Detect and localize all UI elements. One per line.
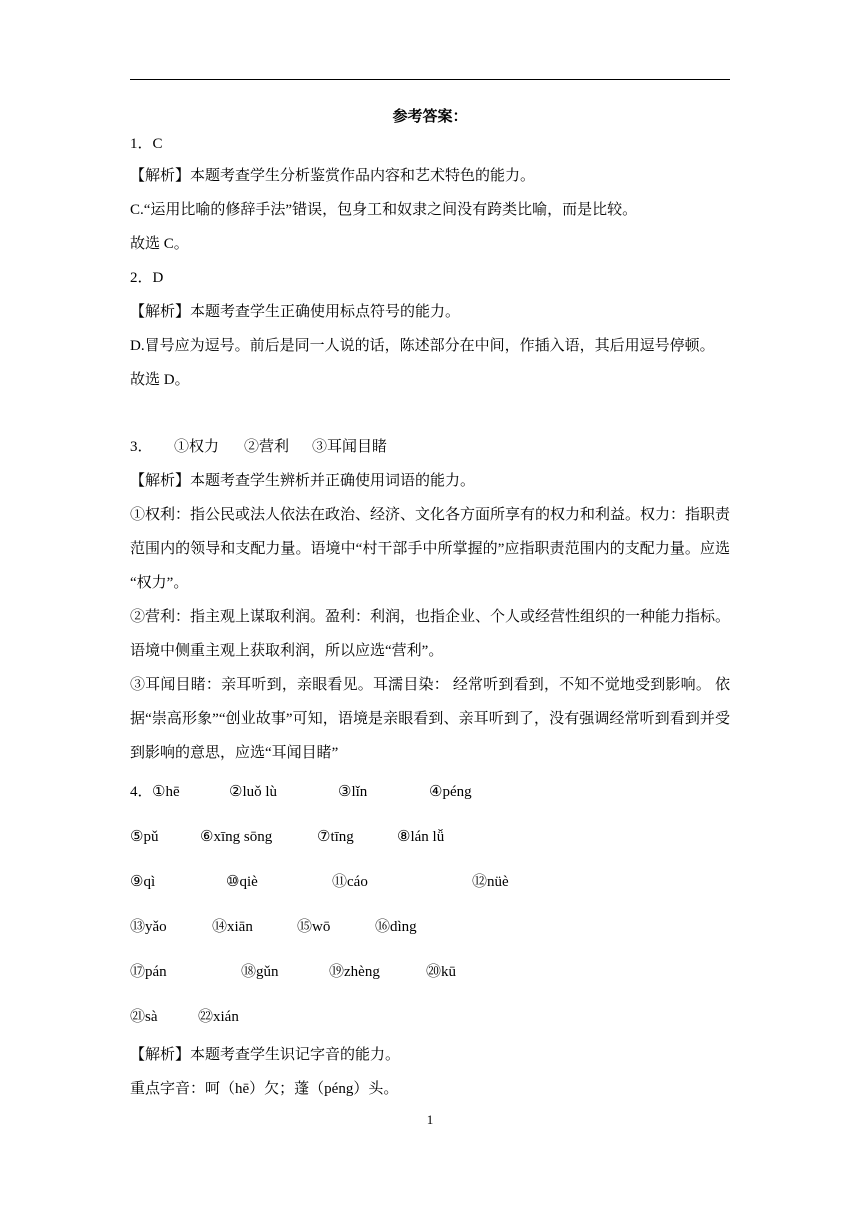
- pinyin-answer: ⑤pǔ: [130, 829, 159, 845]
- q3-number: 3．: [130, 439, 153, 455]
- pinyin-answer: ③lǐn: [338, 784, 368, 800]
- q2-conclusion: 故选 D。: [130, 372, 190, 388]
- pinyin-answer: ⑳kū: [426, 964, 457, 980]
- q3-paragraph-line: 范围内的领导和支配力量。语境中“村干部手中所掌握的”应指职责范围内的支配力量。应选: [130, 541, 730, 557]
- q3-paragraph-line: ②营利：指主观上谋取利润。盈利：利润，也指企业、个人或经营性组织的一种能力指标。: [130, 609, 731, 625]
- pinyin-answer: ⑲zhèng: [329, 964, 380, 980]
- q3-paragraph-line: 语境中侧重主观上获取利润，所以应选“营利”。: [130, 643, 444, 659]
- pinyin-answer: ⑰pán: [130, 964, 167, 980]
- q2-number: 2．D: [130, 270, 164, 286]
- pinyin-answer: ⑨qì: [130, 874, 156, 890]
- pinyin-answer: ⑩qiè: [226, 874, 258, 890]
- pinyin-answer: ㉑sà: [130, 1009, 158, 1025]
- q3-paragraph-line: ①权利：指公民或法人依法在政治、经济、文化各方面所享有的权力和利益。权力：指职责: [130, 507, 731, 523]
- pinyin-answer: ⑯dìng: [375, 919, 417, 935]
- pinyin-answer: ⑭xiān: [212, 919, 253, 935]
- pinyin-answer: ⑫nüè: [472, 874, 509, 890]
- header-rule: [130, 79, 730, 80]
- q3-analysis: 【解析】本题考查学生辨析并正确使用词语的能力。: [130, 473, 476, 489]
- q3-paragraph-line: 据“崇高形象”“创业故事”可知，语境是亲眼看到、亲耳听到了，没有强调经常听到看到并受: [130, 711, 730, 727]
- q4-key-pronunciation: 重点字音：呵（hē）欠；蓬（péng）头。: [130, 1081, 399, 1097]
- q3-paragraph-line: ③耳闻目睹：亲耳听到，亲眼看见。耳濡目染： 经常听到看到，不知不觉地受到影响。 依: [130, 677, 730, 693]
- q3-paragraph-line: 到影响的意思，应选“耳闻目睹”: [130, 745, 339, 761]
- q1-number: 1．C: [130, 136, 163, 152]
- q3-answer: ②营利: [244, 439, 290, 455]
- q3-answer: ③耳闻目睹: [312, 439, 388, 455]
- pinyin-answer: ⑱gǔn: [241, 964, 279, 980]
- q2-detail: D.冒号应为逗号。前后是同一人说的话，陈述部分在中间，作插入语，其后用逗号停顿。: [130, 338, 715, 354]
- q2-analysis: 【解析】本题考查学生正确使用标点符号的能力。: [130, 304, 461, 320]
- q3-answer: ①权力: [174, 439, 220, 455]
- page-number: 1: [426, 1112, 434, 1127]
- pinyin-answer: ⑦tīng: [317, 829, 354, 845]
- pinyin-answer: ④péng: [429, 784, 472, 800]
- pinyin-answer: ⑥xīng sōng: [200, 829, 273, 845]
- pinyin-answer: ②luǒ lù: [229, 784, 278, 800]
- q3-paragraph-line: “权力”。: [130, 575, 189, 591]
- q1-analysis: 【解析】本题考查学生分析鉴赏作品内容和艺术特色的能力。: [130, 168, 536, 184]
- q4-number: 4．: [130, 784, 153, 800]
- page-title: 参考答案：: [392, 109, 468, 125]
- pinyin-answer: ⑪cáo: [332, 874, 368, 890]
- pinyin-answer: ⑮wō: [297, 919, 331, 935]
- pinyin-answer: ⑬yǎo: [130, 919, 167, 935]
- q1-detail: C.“运用比喻的修辞手法”错误，包身工和奴隶之间没有跨类比喻，而是比较。: [130, 202, 638, 218]
- q4-analysis: 【解析】本题考查学生识记字音的能力。: [130, 1047, 401, 1063]
- pinyin-answer: ①hē: [152, 784, 180, 800]
- q1-conclusion: 故选 C。: [130, 236, 189, 252]
- pinyin-answer: ㉒xián: [198, 1009, 239, 1025]
- pinyin-answer: ⑧lán lǚ: [397, 829, 445, 845]
